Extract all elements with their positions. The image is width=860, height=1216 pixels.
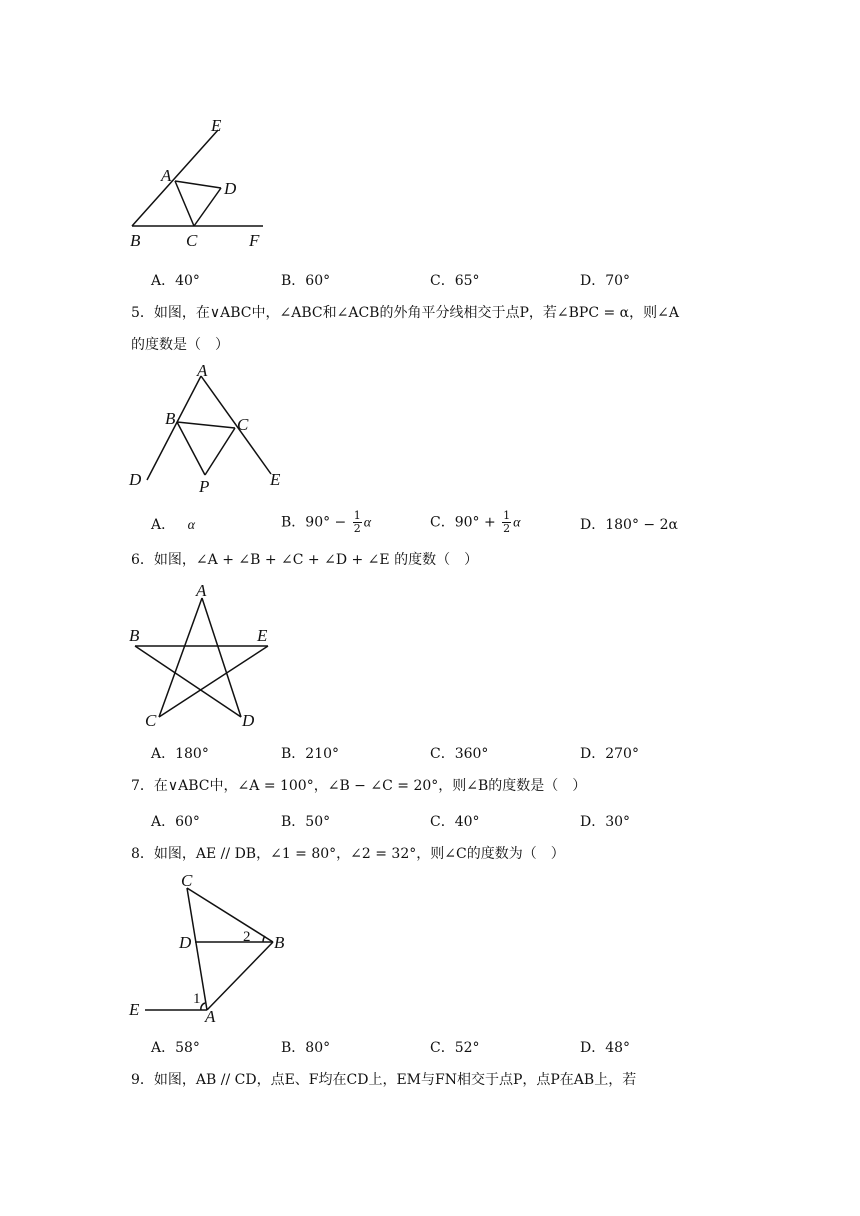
q9-stem: 9．如图，AB // CD，点E、F均在CD上，EM与FN相交于点P，点P在AB上，若 [131,1072,637,1088]
q5-option-c-alpha: α [513,515,521,531]
label-b: B [130,231,141,250]
label-b: B [129,626,140,645]
figure-q6 [125,580,285,730]
label-e: E [257,626,268,645]
q6-options [0,743,860,767]
label-d: D [129,470,142,489]
q5-option-c-fraction [502,510,511,535]
line-ac [159,598,202,717]
q5-option-a-value: α [187,518,195,533]
q5-options [0,510,860,544]
q4-option-d[interactable]: D．70° [580,273,631,289]
figure-q8-svg [125,870,295,1025]
figure-q4 [120,110,280,250]
q6-option-b[interactable]: B．210° [281,746,340,762]
q4-option-c[interactable]: C．65° [430,273,480,289]
line-ad [147,376,201,480]
figure-q6-svg [125,580,285,730]
label-a: A [197,361,208,380]
label-p: P [199,477,210,496]
q5-option-a-label: A． [151,517,176,533]
label-angle-1: 1 [193,991,201,1007]
q8-option-b[interactable]: B．80° [281,1040,331,1056]
q8-stem: 8．如图，AE // DB，∠1 = 80°，∠2 = 32°，则∠C的度数为（ ） [131,846,565,862]
label-e: E [270,470,281,489]
angle-2-arc [263,936,265,942]
q7-option-a[interactable]: A．60° [151,814,200,830]
q5-option-b-fraction [353,510,362,535]
line-ab [207,942,273,1010]
q7-stem: 7．在∨ABC中，∠A = 100°，∠B − ∠C = 20°，则∠B的度数是（ ） [131,778,587,794]
label-c: C [186,231,198,250]
label-e: E [129,1000,140,1019]
label-b: B [165,409,176,428]
fraction-denominator: 2 [503,522,511,535]
q6-stem: 6．如图，∠A + ∠B + ∠C + ∠D + ∠E 的度数（ ） [131,552,479,568]
figure-q5-svg [125,362,295,497]
line-ac [175,181,194,226]
q6-option-a[interactable]: A．180° [151,746,209,762]
line-dc [194,188,221,226]
line-cb [187,888,273,942]
label-c: C [145,711,157,730]
line-ec [159,646,268,717]
line-bc [177,422,235,428]
q5-option-a[interactable] [151,514,195,534]
fraction-numerator: 1 [353,509,361,522]
label-a: A [161,166,172,185]
q7-options [0,811,860,835]
fraction-denominator: 2 [353,522,361,535]
q8-option-a[interactable]: A．58° [151,1040,200,1056]
q5-stem-line1: 5．如图，在∨ABC中，∠ABC和∠ACB的外角平分线相交于点P，若∠BPC = α，则∠A [131,305,679,321]
line-bp [177,422,205,475]
q5-option-b-label: B．90° − [281,514,347,531]
q6-option-c[interactable]: C．360° [430,746,489,762]
q4-options [0,270,860,294]
label-c: C [181,871,193,890]
figure-q8 [125,870,295,1025]
q8-options [0,1037,860,1061]
q6-option-d[interactable]: D．270° [580,746,639,762]
label-c: C [237,415,249,434]
q5-option-b[interactable] [281,510,371,535]
label-d: D [242,711,255,730]
line-ad [175,181,221,188]
q4-option-b[interactable]: B．60° [281,273,331,289]
figure-q4-svg [120,110,280,250]
q5-option-d[interactable]: D．180° − 2α [580,517,678,533]
figure-q5 [125,362,295,497]
label-f: F [249,231,260,250]
q5-option-b-alpha: α [363,515,372,531]
label-b: B [274,933,285,952]
q5-stem-line2: 的度数是（ ） [131,337,229,353]
q5-option-c-label: C．90° + [430,514,496,531]
q4-option-a[interactable]: A．40° [151,273,200,289]
label-e: E [211,116,222,135]
q8-option-c[interactable]: C．52° [430,1040,480,1056]
fraction-numerator: 1 [503,509,511,522]
line-bd [135,646,241,717]
q5-option-c[interactable] [430,510,521,535]
label-d: D [179,933,192,952]
q7-option-b[interactable]: B．50° [281,814,331,830]
label-angle-2: 2 [243,929,251,945]
label-d: D [224,179,237,198]
label-a: A [196,581,207,600]
line-cp [205,428,235,475]
q7-option-c[interactable]: C．40° [430,814,480,830]
q7-option-d[interactable]: D．30° [580,814,631,830]
label-a: A [205,1007,216,1026]
q8-option-d[interactable]: D．48° [580,1040,631,1056]
line-ad [202,598,241,717]
